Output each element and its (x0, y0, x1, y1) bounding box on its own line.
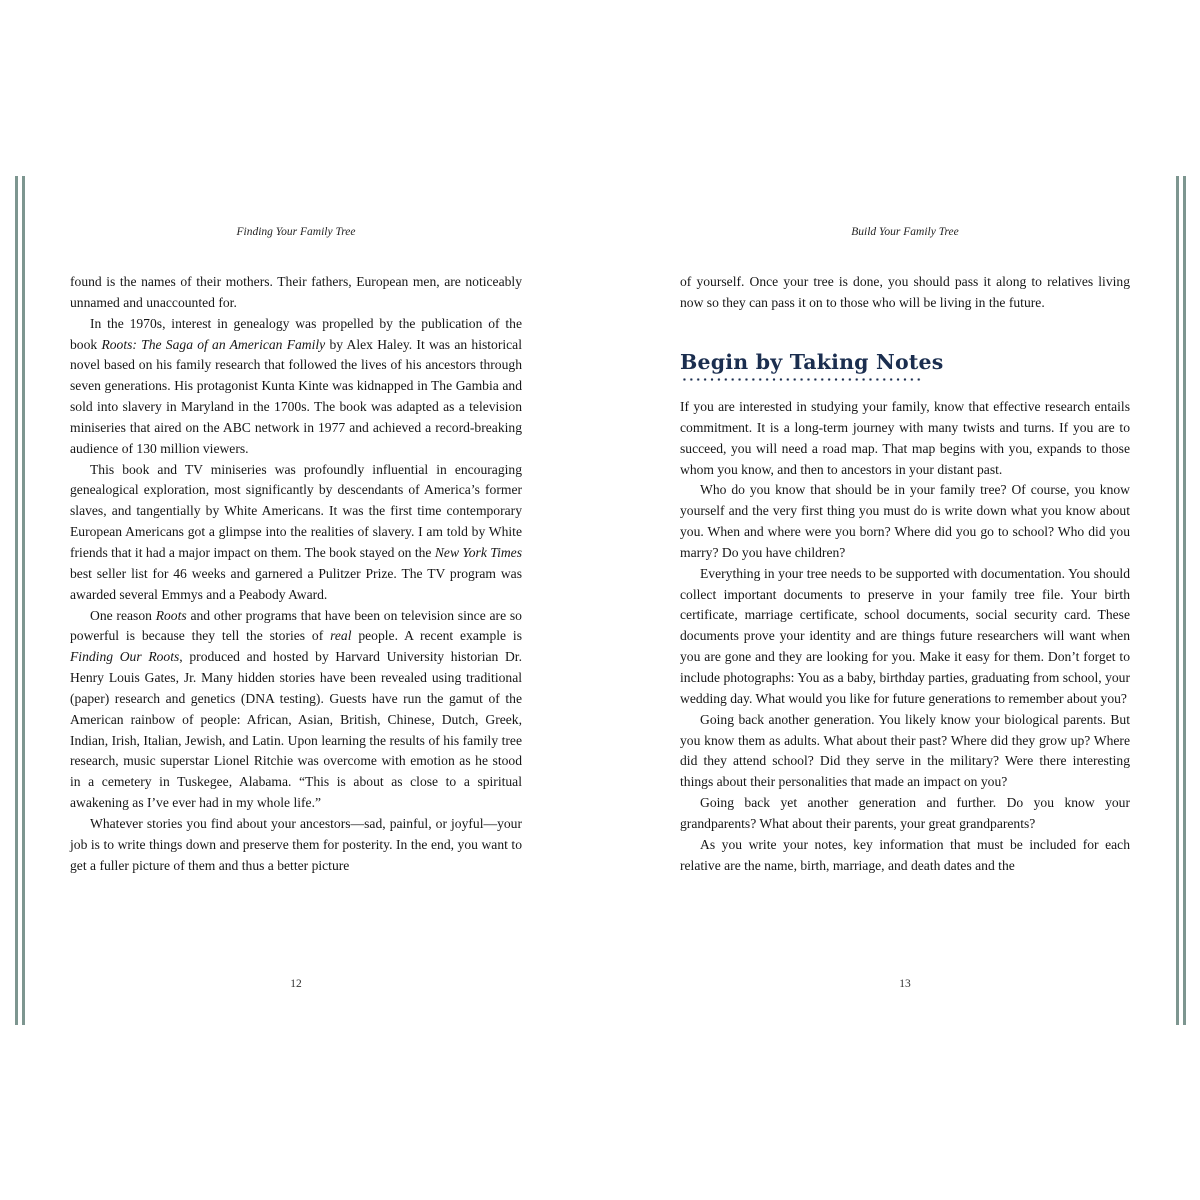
right-page-number: 13 (899, 978, 911, 990)
italic-title: Roots (155, 607, 187, 623)
paragraph: In the 1970s, interest in genealogy was propelled by the publication of the book Roots: The Saga of an American Family by Alex Haley. It was an historical novel based on his family research that followed the lives of his ancestors through seven generations. His protagonist Kunta Kinte was kidnapped in The Gambia and sold into slavery in Maryland in the 1700s. The book was adapted as a television miniseries that aired on the ABC network in 1977 and achieved a record-breaking audience of 130 million viewers. (70, 315, 522, 456)
paragraph: Going back yet another generation and further. Do you know your grandparents? What about their parents, your great grandparents? (680, 795, 1130, 831)
paragraph: This book and TV miniseries was profoundly influential in encouraging genealogical exploration, most significantly by descendants of America’s former slaves, and tangentially by White Americans. It was the first time contemporary European Americans got a glimpse into the realities of slavery. I am told by White friends that it had a major impact on them. The book stayed on the New York Times best seller list for 46 weeks and garnered a Pulitzer Prize. The TV program was awarded several Emmys and a Peabody Award. (70, 461, 522, 602)
paragraph: If you are interested in studying your family, know that effective research entails commitment. It is a long-term journey with many twists and turns. If you are to succeed, you will need a road map. That map begins with you, expands to those whom you know, and then to ancestors in your distant past. (680, 399, 1130, 477)
right-body-text (680, 397, 1130, 876)
right-border-rule-inner (1176, 176, 1179, 1025)
right-continuation-text (680, 272, 1130, 314)
left-running-head: Finding Your Family Tree (236, 226, 356, 238)
italic-title: Roots: The Saga of an American Family (101, 336, 326, 352)
italic-title: real (330, 628, 352, 644)
left-border-rule-inner (22, 176, 25, 1025)
italic-title: New York Times (434, 544, 522, 560)
paragraph: of yourself. Once your tree is done, you should pass it along to relatives living now so they can pass it on to those who will be living in the future. (680, 274, 1130, 310)
paragraph: Whatever stories you find about your ancestors—sad, painful, or joyful—your job is to write things down and preserve them for posterity. In the end, you want to get a fuller picture of them and thus a better picture (70, 815, 522, 873)
paragraph: found is the names of their mothers. Their fathers, European men, are noticeably unnamed and unaccounted for. (70, 274, 522, 310)
paragraph: Everything in your tree needs to be supported with documentation. You should collect important documents to preserve in your family tree file. Your birth certificate, marriage certificate, school documents, social security card. These documents prove your identity and are things future researchers will want when you are gone and they are looking for you. Make it easy for them. Don’t forget to include photographs: You as a baby, birthday parties, graduating from school, your wedding day. What would you like for future generations to remember about you? (680, 565, 1130, 706)
paragraph: Going back another generation. You likely know your biological parents. But you know them as adults. What about their past? Where did they grow up? Where did they attend school? Did they serve in the military? Were there interesting things about their personalities that made an impact on you? (680, 711, 1130, 790)
right-running-head: Build Your Family Tree (851, 226, 959, 238)
paragraph: One reason Roots and other programs that have been on television since are so powerful is because they tell the stories of real people. A recent example is Finding Our Roots, produced and hosted by Harvard University historian Dr. Henry Louis Gates, Jr. Many hidden stories have been revealed using traditional (paper) research and genetics (DNA testing). Guests have run the gamut of the American rainbow of people: African, Asian, British, Chinese, Dutch, Greek, Indian, Irish, Italian, Jewish, and Latin. Upon learning the results of his family tree research, music superstar Lionel Ritchie was overcome with emotion as he stood in a cemetery in Tuskegee, Alabama. “This is about as close to a spiritual awakening as I’ve ever had in my whole life.” (70, 607, 522, 811)
heading-dotted-underline (681, 378, 921, 381)
italic-title: Finding Our Roots (70, 649, 180, 665)
left-page-number: 12 (290, 978, 302, 990)
section-heading: Begin by Taking Notes (680, 350, 944, 374)
right-border-rule-outer (1183, 176, 1186, 1025)
paragraph: As you write your notes, key information that must be included for each relative are the name, birth, marriage, and death dates and the (680, 836, 1130, 873)
left-body-text (70, 272, 522, 876)
left-border-rule-outer (15, 176, 18, 1025)
paragraph: Who do you know that should be in your family tree? Of course, you know yourself and the very first thing you must do is write down what you know about you. When and where were you born? Where did you go to school? Who did you marry? Do you have children? (680, 482, 1130, 560)
